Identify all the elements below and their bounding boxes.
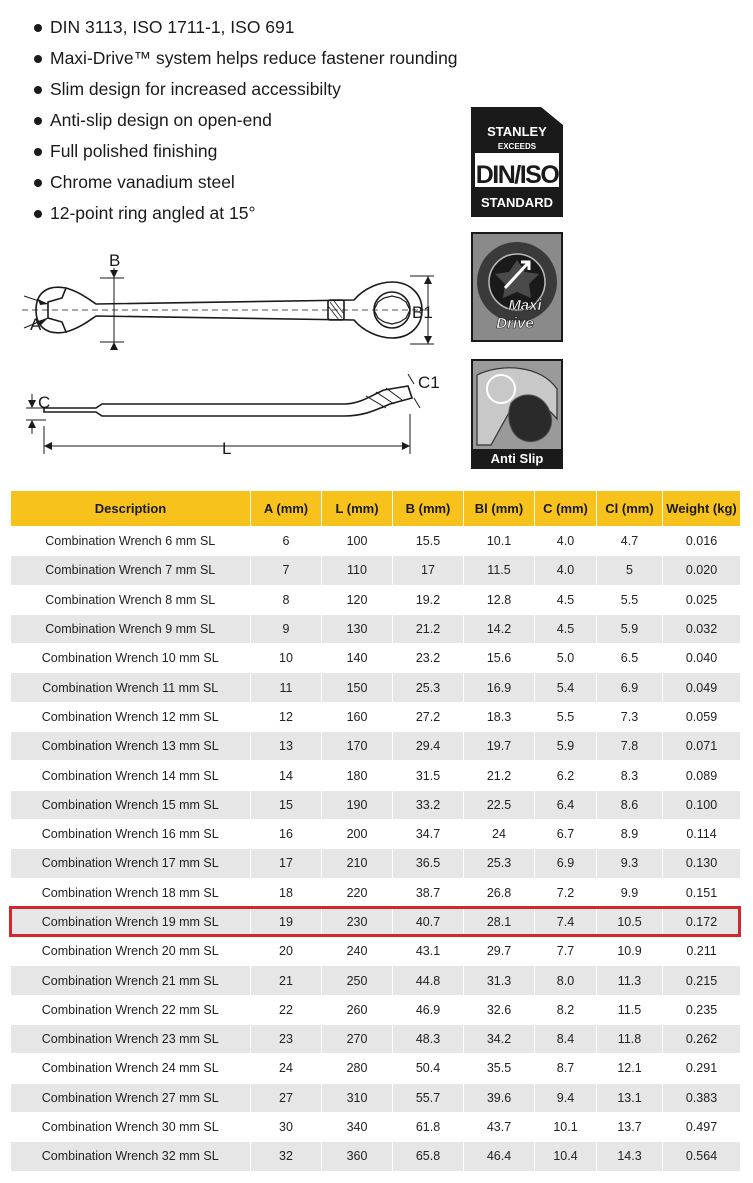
table-cell: 220 — [322, 878, 393, 907]
table-row — [11, 937, 741, 966]
stanley-logo-text: STANLEY — [487, 124, 547, 139]
anti-slip-badge — [471, 359, 563, 469]
bullet-icon — [34, 24, 42, 32]
table-cell: 13.1 — [597, 1083, 663, 1112]
table-cell: 5.0 — [535, 644, 597, 673]
table-cell: 6.9 — [597, 673, 663, 702]
table-cell: 15 — [251, 790, 322, 819]
table-cell: 8.6 — [597, 790, 663, 819]
table-cell: 14.3 — [597, 1142, 663, 1171]
table-cell: Combination Wrench 11 mm SL — [11, 673, 251, 702]
dimension-label-l: L — [222, 439, 232, 458]
table-cell: 0.235 — [663, 995, 741, 1024]
table-cell: 7.8 — [597, 732, 663, 761]
column-header-weight: Weight (kg) — [663, 491, 741, 527]
table-cell: 6.2 — [535, 761, 597, 790]
table-cell: 65.8 — [393, 1142, 464, 1171]
table-cell: 14.2 — [464, 614, 535, 643]
table-cell: Combination Wrench 7 mm SL — [11, 556, 251, 585]
table-cell: 0.020 — [663, 556, 741, 585]
table-cell: 39.6 — [464, 1083, 535, 1112]
table-cell: 10 — [251, 644, 322, 673]
table-cell: 17 — [251, 849, 322, 878]
table-cell: 310 — [322, 1083, 393, 1112]
table-cell: 31.3 — [464, 966, 535, 995]
table-cell: 29.4 — [393, 732, 464, 761]
table-cell: 8.7 — [535, 1054, 597, 1083]
table-cell: 180 — [322, 761, 393, 790]
table-cell: 210 — [322, 849, 393, 878]
table-cell: 8.2 — [535, 995, 597, 1024]
table-cell: 16.9 — [464, 673, 535, 702]
table-cell: 11.5 — [464, 556, 535, 585]
table-cell: 0.211 — [663, 937, 741, 966]
table-cell: Combination Wrench 14 mm SL — [11, 761, 251, 790]
table-cell: 15.5 — [393, 527, 464, 556]
table-cell: 130 — [322, 614, 393, 643]
table-cell: 24 — [464, 819, 535, 848]
table-cell: 7.2 — [535, 878, 597, 907]
table-cell: 19.7 — [464, 732, 535, 761]
table-row — [11, 1025, 741, 1054]
table-cell: 46.4 — [464, 1142, 535, 1171]
table-cell: Combination Wrench 18 mm SL — [11, 878, 251, 907]
din-iso-text: DIN/ISO — [475, 161, 559, 189]
table-cell: 0.071 — [663, 732, 741, 761]
table-cell: 17 — [393, 556, 464, 585]
table-cell: 0.100 — [663, 790, 741, 819]
table-row — [11, 966, 741, 995]
table-cell: 14 — [251, 761, 322, 790]
table-cell: 260 — [322, 995, 393, 1024]
table-cell: 4.5 — [535, 614, 597, 643]
table-row — [11, 673, 741, 702]
table-body — [11, 527, 741, 1172]
table-cell: 360 — [322, 1142, 393, 1171]
dimension-label-c: C — [38, 393, 51, 412]
table-cell: 9.4 — [535, 1083, 597, 1112]
table-cell: 0.497 — [663, 1112, 741, 1141]
table-cell: Combination Wrench 12 mm SL — [11, 702, 251, 731]
table-cell: 11 — [251, 673, 322, 702]
table-cell: 0.114 — [663, 819, 741, 848]
table-cell: 61.8 — [393, 1112, 464, 1141]
column-header-a: A (mm) — [251, 491, 322, 527]
table-cell: 4.7 — [597, 527, 663, 556]
bullet-icon — [34, 86, 42, 94]
table-row — [11, 1083, 741, 1112]
table-row — [11, 761, 741, 790]
table-cell: 21.2 — [464, 761, 535, 790]
table-row — [11, 556, 741, 585]
table-cell: 270 — [322, 1025, 393, 1054]
table-cell: 0.032 — [663, 614, 741, 643]
table-cell: 160 — [322, 702, 393, 731]
table-cell: 7.3 — [597, 702, 663, 731]
table-cell: 0.564 — [663, 1142, 741, 1171]
table-cell: 0.215 — [663, 966, 741, 995]
table-cell: 46.9 — [393, 995, 464, 1024]
maxi-text: Maxi — [508, 297, 542, 314]
table-cell: 5.5 — [597, 585, 663, 614]
table-cell: 0.025 — [663, 585, 741, 614]
table-cell: 5.9 — [535, 732, 597, 761]
table-cell: 140 — [322, 644, 393, 673]
table-cell: 0.151 — [663, 878, 741, 907]
table-cell: 0.040 — [663, 644, 741, 673]
table-cell: 32.6 — [464, 995, 535, 1024]
table-cell: 20 — [251, 937, 322, 966]
table-cell: 13.7 — [597, 1112, 663, 1141]
table-cell: 18.3 — [464, 702, 535, 731]
table-cell: Combination Wrench 24 mm SL — [11, 1054, 251, 1083]
table-cell: 44.8 — [393, 966, 464, 995]
table-cell: 27 — [251, 1083, 322, 1112]
table-cell: Combination Wrench 30 mm SL — [11, 1112, 251, 1141]
table-cell: 19 — [251, 907, 322, 936]
table-cell: 0.172 — [663, 907, 741, 936]
table-cell: 25.3 — [464, 849, 535, 878]
dimension-label-a: A — [30, 315, 42, 334]
table-cell: 4.0 — [535, 556, 597, 585]
table-cell: Combination Wrench 8 mm SL — [11, 585, 251, 614]
table-cell: 6.7 — [535, 819, 597, 848]
table-cell: Combination Wrench 16 mm SL — [11, 819, 251, 848]
table-cell: 0.130 — [663, 849, 741, 878]
table-cell: 280 — [322, 1054, 393, 1083]
table-cell: 36.5 — [393, 849, 464, 878]
bullet-icon — [34, 55, 42, 63]
table-cell: 5.4 — [535, 673, 597, 702]
table-cell: 340 — [322, 1112, 393, 1141]
specifications-table — [10, 490, 741, 1172]
table-cell: 43.7 — [464, 1112, 535, 1141]
table-cell: 23.2 — [393, 644, 464, 673]
table-cell: 29.7 — [464, 937, 535, 966]
table-row — [11, 644, 741, 673]
exceeds-text: EXCEEDS — [497, 142, 537, 151]
table-cell: Combination Wrench 17 mm SL — [11, 849, 251, 878]
table-cell: Combination Wrench 15 mm SL — [11, 790, 251, 819]
feature-list — [34, 12, 458, 229]
table-cell: 35.5 — [464, 1054, 535, 1083]
feature-item: Maxi-Drive™ system helps reduce fastener rounding — [34, 43, 458, 74]
maxi-drive-badge — [471, 232, 563, 342]
table-cell: Combination Wrench 13 mm SL — [11, 732, 251, 761]
table-cell: 34.7 — [393, 819, 464, 848]
table-row — [11, 702, 741, 731]
table-cell: 19.2 — [393, 585, 464, 614]
table-cell: 8.3 — [597, 761, 663, 790]
table-row — [11, 1112, 741, 1141]
table-cell: 23 — [251, 1025, 322, 1054]
drive-text: Drive — [496, 315, 534, 332]
feature-item: 12-point ring angled at 15° — [34, 198, 458, 229]
table-row — [11, 614, 741, 643]
table-cell: 6.9 — [535, 849, 597, 878]
table-cell: 5.9 — [597, 614, 663, 643]
table-cell: 16 — [251, 819, 322, 848]
dimension-label-b1: B1 — [412, 303, 433, 322]
table-cell: 5.5 — [535, 702, 597, 731]
feature-badges — [471, 107, 563, 474]
column-header-c: C (mm) — [535, 491, 597, 527]
table-cell: 8.4 — [535, 1025, 597, 1054]
table-cell: 8.9 — [597, 819, 663, 848]
table-row — [11, 819, 741, 848]
table-cell: 6.5 — [597, 644, 663, 673]
feature-item: DIN 3113, ISO 1711-1, ISO 691 — [34, 12, 458, 43]
column-header-c1: Cl (mm) — [597, 491, 663, 527]
table-cell: 9 — [251, 614, 322, 643]
table-row — [11, 790, 741, 819]
table-cell: 10.4 — [535, 1142, 597, 1171]
table-cell: 100 — [322, 527, 393, 556]
table-cell: 15.6 — [464, 644, 535, 673]
bullet-icon — [34, 210, 42, 218]
table-cell: Combination Wrench 9 mm SL — [11, 614, 251, 643]
feature-item: Chrome vanadium steel — [34, 167, 458, 198]
column-header-b1: Bl (mm) — [464, 491, 535, 527]
table-cell: 6 — [251, 527, 322, 556]
table-header-row — [11, 491, 741, 527]
table-cell: 12.1 — [597, 1054, 663, 1083]
table-cell: Combination Wrench 22 mm SL — [11, 995, 251, 1024]
table-cell: Combination Wrench 27 mm SL — [11, 1083, 251, 1112]
table-row — [11, 1142, 741, 1171]
table-cell: 230 — [322, 907, 393, 936]
table-cell: 18 — [251, 878, 322, 907]
feature-item: Anti-slip design on open-end — [34, 105, 458, 136]
table-cell: 40.7 — [393, 907, 464, 936]
table-cell: 0.049 — [663, 673, 741, 702]
table-cell: 30 — [251, 1112, 322, 1141]
table-cell: 4.5 — [535, 585, 597, 614]
wrench-dimension-diagram — [14, 248, 444, 463]
table-cell: 110 — [322, 556, 393, 585]
column-header-b: B (mm) — [393, 491, 464, 527]
table-cell: 250 — [322, 966, 393, 995]
table-cell: 26.8 — [464, 878, 535, 907]
table-cell: Combination Wrench 19 mm SL — [11, 907, 251, 936]
table-row — [11, 585, 741, 614]
table-cell: 8 — [251, 585, 322, 614]
table-cell: Combination Wrench 21 mm SL — [11, 966, 251, 995]
table-cell: 10.5 — [597, 907, 663, 936]
column-header-description: Description — [11, 491, 251, 527]
table-cell: 0.016 — [663, 527, 741, 556]
table-cell: 7 — [251, 556, 322, 585]
table-cell: 55.7 — [393, 1083, 464, 1112]
table-cell: 22.5 — [464, 790, 535, 819]
table-cell: Combination Wrench 6 mm SL — [11, 527, 251, 556]
table-row — [11, 1054, 741, 1083]
column-header-l: L (mm) — [322, 491, 393, 527]
table-cell: 38.7 — [393, 878, 464, 907]
table-cell: 12.8 — [464, 585, 535, 614]
table-cell: 33.2 — [393, 790, 464, 819]
table-cell: 22 — [251, 995, 322, 1024]
table-cell: 25.3 — [393, 673, 464, 702]
table-cell: 21 — [251, 966, 322, 995]
feature-item: Full polished finishing — [34, 136, 458, 167]
table-cell: 13 — [251, 732, 322, 761]
bullet-icon — [34, 179, 42, 187]
table-row — [11, 849, 741, 878]
anti-slip-text: Anti Slip — [490, 451, 544, 466]
dimension-label-b: B — [109, 251, 121, 270]
table-cell: 7.4 — [535, 907, 597, 936]
table-cell: Combination Wrench 20 mm SL — [11, 937, 251, 966]
table-row — [11, 878, 741, 907]
table-row — [11, 732, 741, 761]
table-cell: 11.8 — [597, 1025, 663, 1054]
table-cell: 24 — [251, 1054, 322, 1083]
table-cell: 5 — [597, 556, 663, 585]
table-cell: 48.3 — [393, 1025, 464, 1054]
table-cell: 34.2 — [464, 1025, 535, 1054]
table-cell: 190 — [322, 790, 393, 819]
table-cell: 170 — [322, 732, 393, 761]
table-cell: 10.1 — [535, 1112, 597, 1141]
table-cell: 50.4 — [393, 1054, 464, 1083]
table-cell: 32 — [251, 1142, 322, 1171]
table-cell: 200 — [322, 819, 393, 848]
table-row — [11, 995, 741, 1024]
table-cell: 0.383 — [663, 1083, 741, 1112]
table-cell: 0.291 — [663, 1054, 741, 1083]
table-cell: 9.3 — [597, 849, 663, 878]
feature-item: Slim design for increased accessibilty — [34, 74, 458, 105]
table-cell: 7.7 — [535, 937, 597, 966]
dimension-label-c1: C1 — [418, 373, 440, 392]
table-cell: 21.2 — [393, 614, 464, 643]
table-cell: 43.1 — [393, 937, 464, 966]
table-cell: 10.9 — [597, 937, 663, 966]
table-cell: 10.1 — [464, 527, 535, 556]
table-row — [11, 907, 741, 936]
stanley-din-iso-badge — [471, 107, 563, 217]
table-cell: 27.2 — [393, 702, 464, 731]
table-cell: 0.089 — [663, 761, 741, 790]
table-cell: Combination Wrench 10 mm SL — [11, 644, 251, 673]
table-cell: 8.0 — [535, 966, 597, 995]
table-cell: 0.059 — [663, 702, 741, 731]
table-row — [11, 527, 741, 556]
table-cell: 11.5 — [597, 995, 663, 1024]
table-cell: 6.4 — [535, 790, 597, 819]
table-cell: 12 — [251, 702, 322, 731]
table-cell: 150 — [322, 673, 393, 702]
table-cell: Combination Wrench 23 mm SL — [11, 1025, 251, 1054]
table-cell: 9.9 — [597, 878, 663, 907]
standard-text: STANDARD — [481, 195, 553, 210]
bullet-icon — [34, 117, 42, 125]
table-cell: 4.0 — [535, 527, 597, 556]
table-cell: Combination Wrench 32 mm SL — [11, 1142, 251, 1171]
table-cell: 28.1 — [464, 907, 535, 936]
table-cell: 11.3 — [597, 966, 663, 995]
table-cell: 120 — [322, 585, 393, 614]
bullet-icon — [34, 148, 42, 156]
table-cell: 31.5 — [393, 761, 464, 790]
table-cell: 240 — [322, 937, 393, 966]
table-cell: 0.262 — [663, 1025, 741, 1054]
